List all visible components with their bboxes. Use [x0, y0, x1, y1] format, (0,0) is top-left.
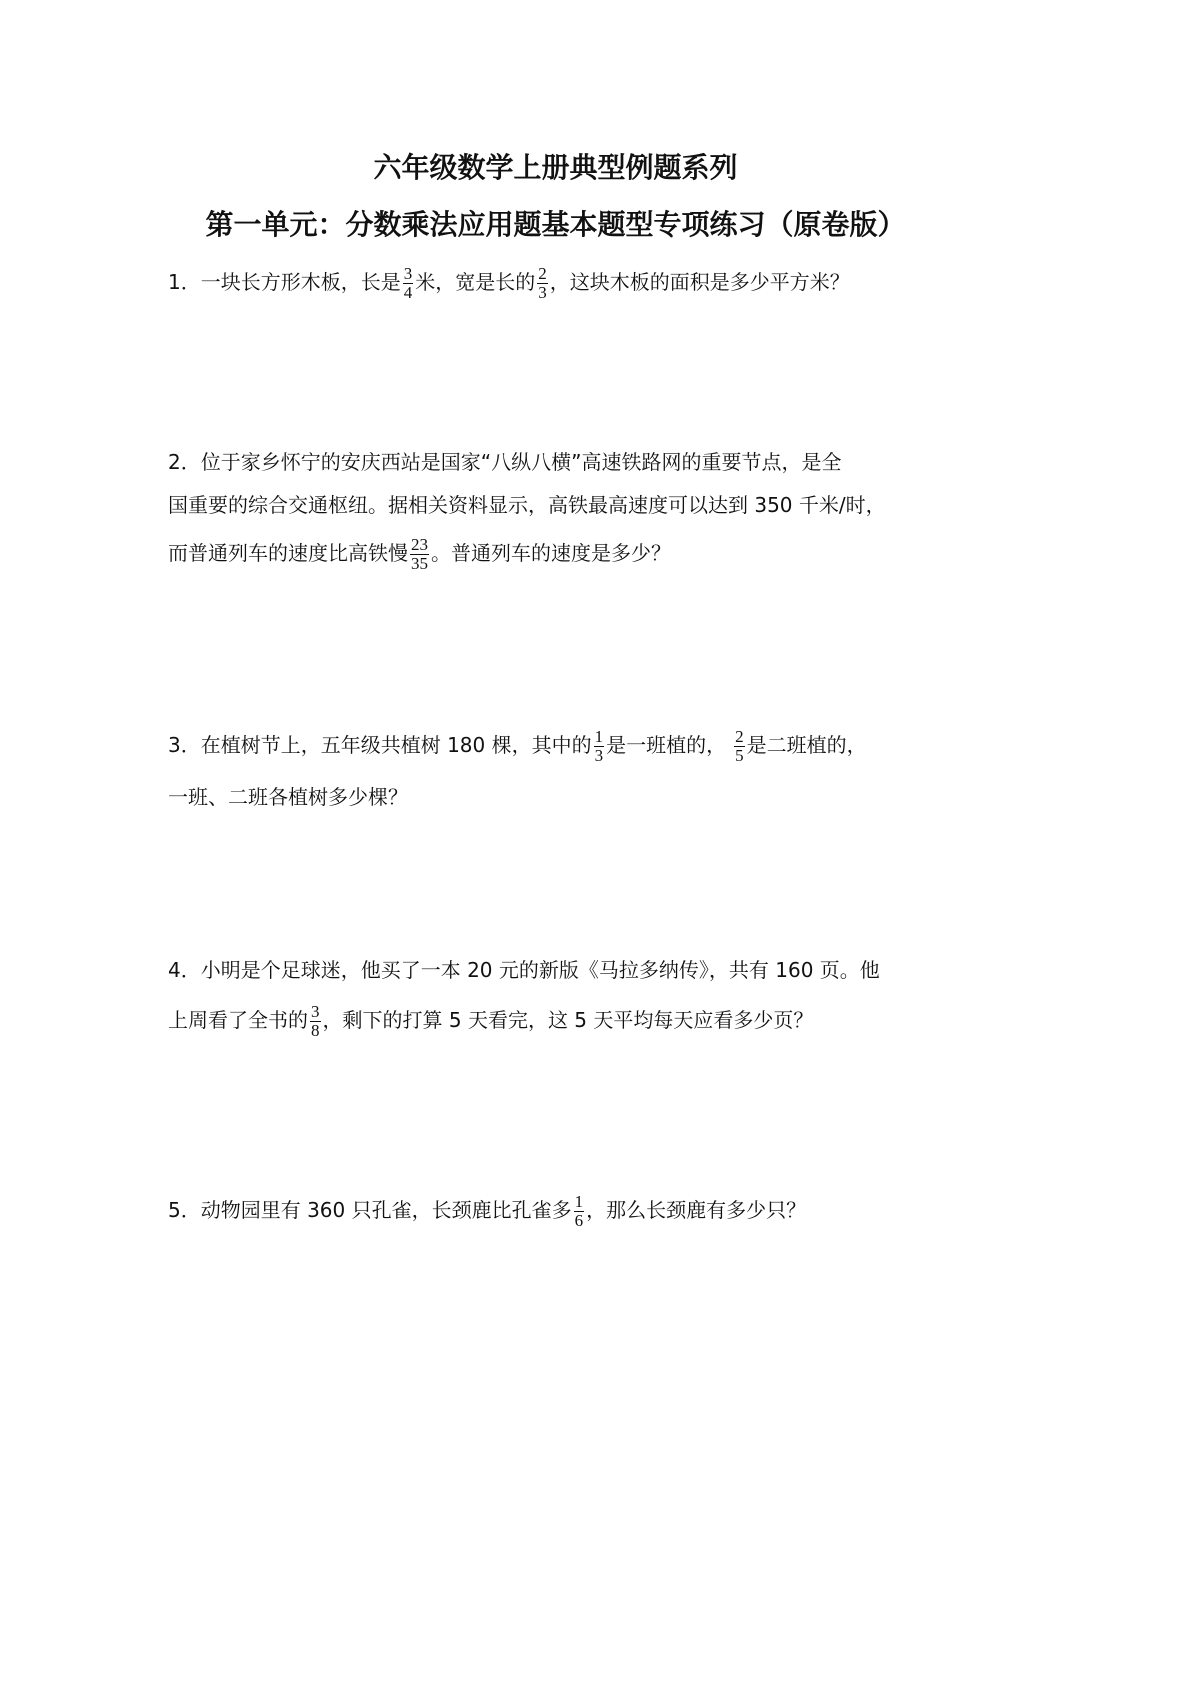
denominator: 3 — [538, 283, 547, 302]
denominator: 35 — [411, 554, 428, 573]
fraction — [574, 1193, 585, 1230]
text: 是二班植的， — [746, 733, 867, 757]
fraction — [594, 728, 605, 765]
text: ，这块木板的面积是多少平方米？ — [549, 270, 850, 294]
text: ，那么长颈鹿有多少只？ — [586, 1198, 807, 1222]
document-subtitle: 第一单元：分数乘法应用题基本题型专项练习（原卷版） — [205, 208, 906, 241]
numerator: 3 — [311, 1002, 320, 1021]
numerator: 3 — [403, 264, 413, 283]
question-2-line-1: 2．位于家乡怀宁的安庆西站是国家“八纵八横”高速铁路网的重要节点，是全 — [168, 450, 842, 474]
fraction — [403, 265, 414, 302]
fraction — [537, 265, 548, 302]
fraction — [310, 1003, 321, 1040]
fraction — [734, 728, 745, 765]
question-2-line-3 — [168, 533, 671, 573]
text: 而普通列车的速度比高铁慢 — [168, 541, 408, 565]
numerator: 1 — [574, 1192, 584, 1211]
text: 5．动物园里有 360 只孔雀，长颈鹿比孔雀多 — [168, 1198, 572, 1222]
question-2-line-2: 国重要的综合交通枢纽。据相关资料显示，高铁最高速度可以达到 350 千米/时， — [168, 493, 886, 517]
question-4-line-2 — [168, 1000, 813, 1040]
question-1 — [168, 262, 850, 302]
question-3-line-1 — [168, 725, 867, 765]
text: ，剩下的打算 5 天看完，这 5 天平均每天应看多少页？ — [322, 1008, 814, 1032]
denominator: 8 — [311, 1021, 320, 1040]
text: 1．一块长方形木板，长是 — [168, 270, 401, 294]
text: 3．在植树节上，五年级共植树 180 棵，其中的 — [168, 733, 592, 757]
text: 米，宽是长的 — [415, 270, 536, 294]
text: 。普通列车的速度是多少？ — [431, 541, 671, 565]
denominator: 4 — [403, 283, 413, 302]
text: 上周看了全书的 — [168, 1008, 308, 1032]
denominator: 5 — [735, 746, 744, 765]
question-5 — [168, 1190, 806, 1230]
numerator: 23 — [411, 535, 428, 554]
fraction — [410, 536, 429, 573]
denominator: 3 — [594, 746, 604, 765]
denominator: 6 — [574, 1211, 584, 1230]
document-title: 六年级数学上册典型例题系列 — [373, 151, 738, 184]
question-4-line-1: 4．小明是个足球迷，他买了一本 20 元的新版《马拉多纳传》，共有 160 页。他 — [168, 958, 880, 982]
question-3-line-2: 一班、二班各植树多少棵？ — [168, 785, 408, 809]
text: 是一班植的， — [606, 733, 727, 757]
numerator: 2 — [538, 264, 547, 283]
numerator: 1 — [594, 727, 604, 746]
numerator: 2 — [735, 727, 744, 746]
